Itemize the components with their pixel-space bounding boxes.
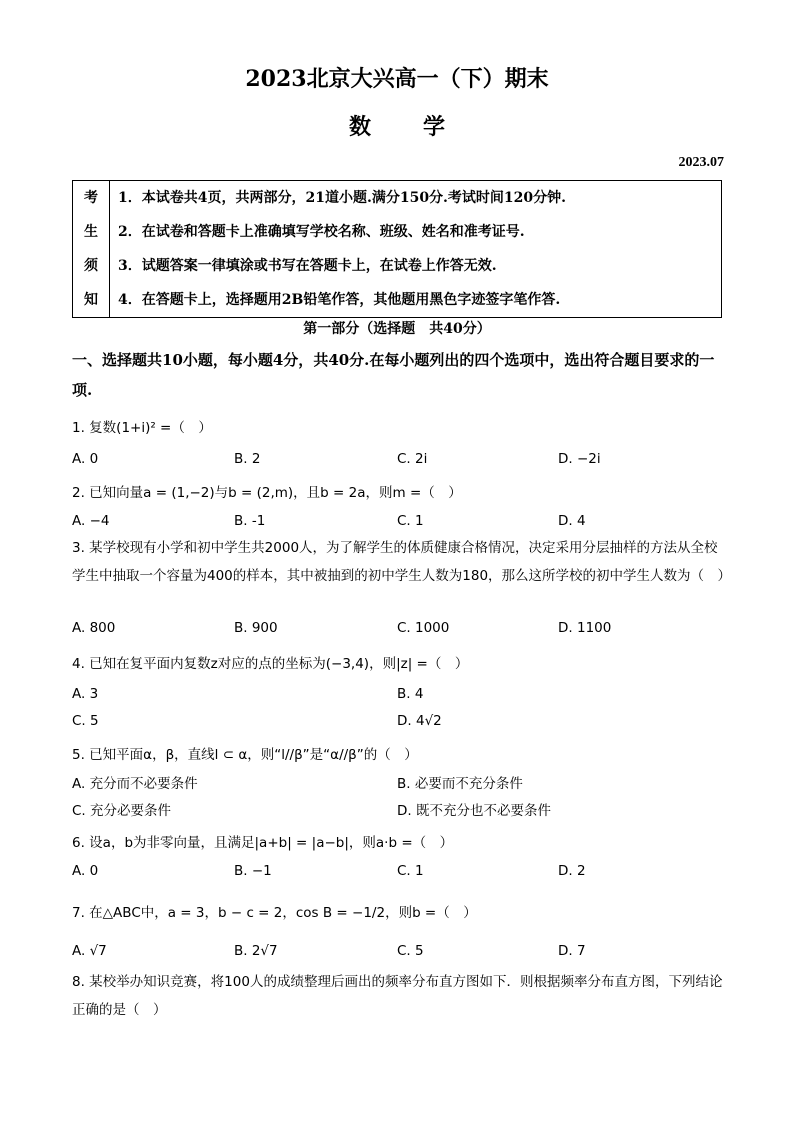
notice-head-char: 考: [84, 190, 98, 206]
part1-title: 第一部分（选择题 共40分）: [303, 321, 491, 337]
exam-date: 2023.07: [678, 155, 724, 170]
question-1-stem: 1. 复数(1+i)² =（ ）: [72, 420, 212, 436]
question-3-stem: 3. 某学校现有小学和初中学生共2000人，为了解学生的体质健康合格情况，决定采用分层抽样的方法从全校学生中抽取一个容量为400的样本，其中被抽到的初中学生人数为180，那么这所学校的初中学生人数为（ ）: [72, 540, 732, 584]
notice-header: [73, 181, 110, 318]
exam-title: 2023北京大兴高一（下）期末: [245, 66, 549, 92]
q1-option-b: B. 2: [234, 451, 261, 467]
q7-option-c: C. 5: [397, 943, 424, 959]
question-7-stem: 7. 在△ABC中，a = 3，b − c = 2，cos B = −1/2，则b =（ ）: [72, 905, 477, 921]
q3-option-d: D. 1100: [558, 620, 612, 636]
q5-option-b: B. 必要而不充分条件: [397, 776, 523, 792]
notice-head-char: 知: [84, 292, 98, 308]
q2-option-c: C. 1: [397, 513, 424, 529]
q1-option-a: A. 0: [72, 451, 99, 467]
q6-option-b: B. −1: [234, 863, 272, 879]
q6-option-c: C. 1: [397, 863, 424, 879]
subject-title: [0, 110, 794, 141]
part1-intro: 一、选择题共10小题，每小题4分，共40分.在每小题列出的四个选项中，选出符合题目要求的一项.: [72, 351, 715, 399]
q4-option-c: C. 5: [72, 713, 99, 729]
question-6-stem: 6. 设a，b为非零向量，且满足|a+b| = |a−b|，则a·b =（ ）: [72, 835, 454, 851]
q3-option-c: C. 1000: [397, 620, 450, 636]
q7-option-d: D. 7: [558, 943, 586, 959]
q5-option-a: A. 充分而不必要条件: [72, 776, 198, 792]
q7-option-a: A. √7: [72, 943, 107, 959]
q7-option-b: B. 2√7: [234, 943, 278, 959]
q4-option-a: A. 3: [72, 686, 99, 702]
question-4-stem: 4. 已知在复平面内复数z对应的点的坐标为(−3,4)，则|z| =（ ）: [72, 656, 469, 672]
subject-char-1: 数: [348, 114, 371, 140]
q5-option-d: D. 既不充分也不必要条件: [397, 803, 551, 819]
q2-option-d: D. 4: [558, 513, 586, 529]
question-5-stem: 5. 已知平面α，β，直线l ⊂ α，则“l//β”是“α//β”的（ ）: [72, 747, 418, 763]
notice-item: 1．本试卷共4页，共两部分，21道小题.满分150分.考试时间120分钟.: [118, 190, 567, 206]
subject-char-2: 学: [423, 114, 446, 140]
notice-head-char: 须: [84, 258, 98, 274]
q1-option-d: D. −2i: [558, 451, 601, 467]
q6-option-a: A. 0: [72, 863, 99, 879]
notice-items: [110, 181, 722, 318]
notice-head-char: 生: [84, 224, 98, 240]
q4-option-b: B. 4: [397, 686, 424, 702]
q3-option-b: B. 900: [234, 620, 278, 636]
q3-option-a: A. 800: [72, 620, 116, 636]
q4-option-d: D. 4√2: [397, 713, 442, 729]
question-2-stem: 2. 已知向量a = (1,−2)与b = (2,m)，且b = 2a，则m =（ ）: [72, 485, 462, 501]
notice-item: 2．在试卷和答题卡上准确填写学校名称、班级、姓名和准考证号.: [118, 224, 525, 240]
question-8-stem: 8. 某校举办知识竞赛，将100人的成绩整理后画出的频率分布直方图如下．则根据频率分布直方图，下列结论正确的是（ ）: [72, 974, 723, 1018]
notice-item: 4．在答题卡上，选择题用2B铅笔作答，其他题用黑色字迹签字笔作答.: [118, 292, 561, 308]
notice-table: [72, 180, 722, 318]
q2-option-a: A. −4: [72, 513, 110, 529]
q5-option-c: C. 充分必要条件: [72, 803, 172, 819]
q2-option-b: B. -1: [234, 513, 266, 529]
q1-option-c: C. 2i: [397, 451, 428, 467]
q6-option-d: D. 2: [558, 863, 586, 879]
notice-item: 3．试题答案一律填涂或书写在答题卡上，在试卷上作答无效.: [118, 258, 497, 274]
